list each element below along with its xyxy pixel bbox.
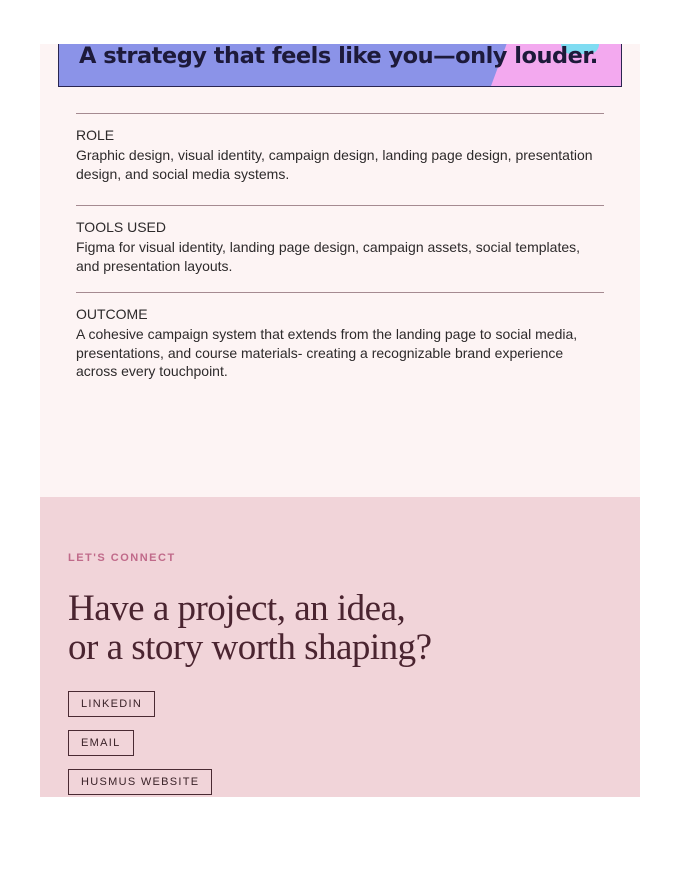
- connect-eyebrow: LET'S CONNECT: [68, 552, 176, 564]
- email-button[interactable]: EMAIL: [68, 730, 134, 756]
- husmus-website-button[interactable]: HUSMUS WEBSITE: [68, 769, 212, 795]
- connect-title: [68, 589, 432, 667]
- connect-title-line-2: or a story worth shaping?: [68, 627, 432, 668]
- role-text: Graphic design, visual identity, campaign design, landing page design, presentation design, and social media systems.: [76, 147, 593, 182]
- connect-section: [40, 497, 640, 797]
- banner-headline: A strategy that feels like you—only louder.: [79, 44, 598, 69]
- outcome-block: [76, 292, 604, 381]
- role-block: [76, 113, 604, 183]
- outcome-text: A cohesive campaign system that extends from the landing page to social media, presentations, and course materials- creating a recognizable brand experience across every touchpoint.: [76, 326, 578, 379]
- role-label: ROLE: [76, 127, 115, 143]
- hero-banner-image: [58, 44, 622, 87]
- linkedin-button[interactable]: LINKEDIN: [68, 691, 155, 717]
- tools-label: TOOLS USED: [76, 219, 166, 235]
- tools-block: [76, 205, 604, 275]
- tools-text: Figma for visual identity, landing page design, campaign assets, social templates, and presentation layouts.: [76, 239, 581, 274]
- case-study-page: [40, 44, 640, 797]
- outcome-label: OUTCOME: [76, 306, 148, 322]
- project-details-section: [40, 44, 640, 497]
- connect-title-line-1: Have a project, an idea,: [68, 588, 406, 629]
